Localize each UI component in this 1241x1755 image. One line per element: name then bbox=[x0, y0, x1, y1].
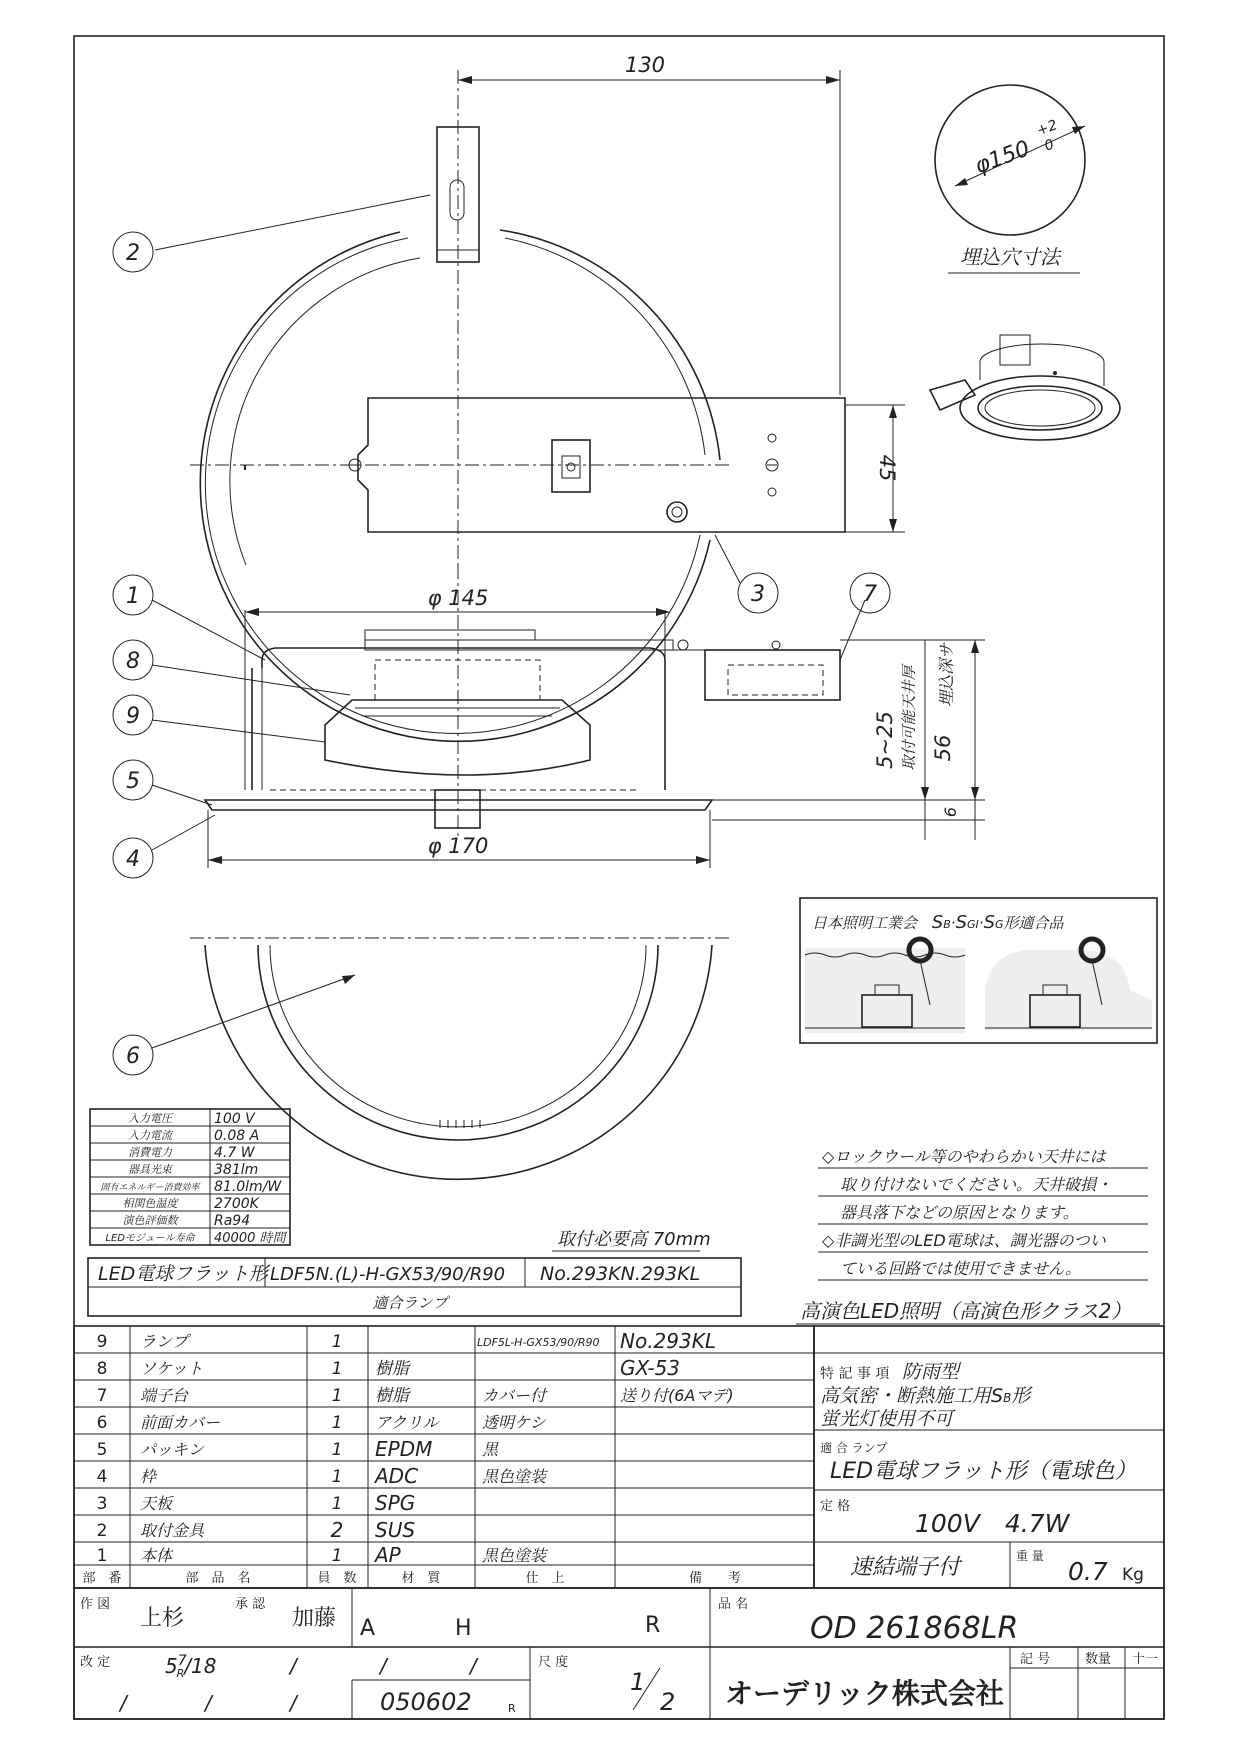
part-name: 本体 bbox=[140, 1546, 173, 1565]
part-qty: 1 bbox=[331, 1467, 343, 1487]
approved-label: 承 認 bbox=[235, 1597, 266, 1612]
part-name: 枠 bbox=[140, 1467, 157, 1486]
cell-h: H bbox=[455, 1616, 472, 1641]
svg-text:特 記 事 項 防雨型 bbox=[820, 1361, 962, 1383]
part-finish: 透明ケシ bbox=[482, 1413, 546, 1432]
cutout-detail bbox=[935, 85, 1085, 273]
cell-a: A bbox=[360, 1616, 376, 1641]
special-line2-sub: B bbox=[1003, 1391, 1012, 1405]
spec-label-2: 入力電流 bbox=[128, 1129, 172, 1142]
part-no: 4 bbox=[96, 1467, 108, 1487]
special-line3: 蛍光灯使用不可 bbox=[820, 1408, 954, 1430]
scale-denominator: 2 bbox=[660, 1688, 676, 1716]
part-material: EPDM bbox=[375, 1437, 433, 1461]
svg-text:57R/18 bbox=[165, 1653, 217, 1680]
callout-8: 8 bbox=[126, 649, 140, 674]
special-value: 防雨型 bbox=[901, 1361, 959, 1383]
revision-slash: / bbox=[120, 1691, 127, 1715]
part-name: 取付金具 bbox=[140, 1521, 205, 1540]
insulation-s2: S bbox=[955, 912, 967, 933]
caution-notes bbox=[796, 1147, 1160, 1324]
lamp-caption: 適合ランプ bbox=[372, 1294, 448, 1312]
insulation-compatibility-box bbox=[800, 898, 1157, 1043]
lamp-table bbox=[88, 1258, 741, 1316]
parts-header-qty: 員 数 bbox=[317, 1571, 357, 1586]
dimension-130 bbox=[458, 53, 840, 395]
note-line-1: ◇ロックウール等のやわらかい天井には bbox=[822, 1147, 1106, 1166]
spec-value-3: 4.7 W bbox=[214, 1145, 255, 1161]
spec-value-5: 81.0lm/W bbox=[214, 1179, 282, 1195]
lamp-value: LED電球フラット形（電球色） bbox=[830, 1459, 1137, 1484]
part-remark: No.293KL bbox=[620, 1329, 716, 1353]
top-view bbox=[190, 70, 845, 741]
part-finish: 黒色塗装 bbox=[482, 1467, 547, 1486]
insulation-s1: S bbox=[931, 912, 944, 933]
parts-header-remark: 備 考 bbox=[688, 1571, 742, 1586]
part-qty: 2 bbox=[330, 1518, 344, 1542]
insulation-s2-sub: GI bbox=[967, 918, 979, 931]
high-cri-label: 高演色LED照明（高演色形クラス2） bbox=[800, 1299, 1132, 1323]
spec-label-5: 固有エネルギー消費効率 bbox=[100, 1183, 200, 1193]
callout-2: 2 bbox=[126, 241, 140, 266]
lamp-model: LDF5N.(L)-H-GX53/90/R90 bbox=[270, 1264, 506, 1285]
right-info-panel bbox=[814, 1326, 1164, 1588]
part-material: アクリル bbox=[375, 1413, 439, 1432]
drawn-label: 作 図 bbox=[80, 1597, 111, 1612]
title-block bbox=[74, 1588, 1164, 1719]
revision-slash: / bbox=[470, 1654, 477, 1678]
part-qty: 1 bbox=[331, 1332, 343, 1352]
part-name: 前面カバー bbox=[140, 1413, 221, 1432]
weight-unit: Kg bbox=[1122, 1565, 1144, 1585]
part-finish: 黒色塗装 bbox=[482, 1546, 547, 1565]
revision-slash: / bbox=[205, 1691, 212, 1715]
dimension-45 bbox=[845, 405, 905, 532]
dim-ceiling-thickness-label: 取付可能天井厚 bbox=[900, 665, 918, 771]
spec-label-4: 器具光束 bbox=[128, 1163, 172, 1176]
spec-value-1: 100 V bbox=[214, 1111, 255, 1127]
dim-top-width: 130 bbox=[624, 53, 666, 77]
special-line2-a: 高気密・断熱施工用S bbox=[820, 1385, 1004, 1407]
spec-label-7: 演色評価数 bbox=[122, 1214, 178, 1227]
weight-value: 0.7 bbox=[1068, 1557, 1108, 1586]
dim-body-diameter: φ 145 bbox=[427, 586, 489, 610]
parts-header-finish: 仕 上 bbox=[525, 1571, 565, 1586]
insulation-dot2: · bbox=[978, 914, 984, 932]
spec-label-1: 入力電圧 bbox=[128, 1112, 172, 1125]
lamp-type: LED電球フラット形 bbox=[98, 1263, 268, 1285]
part-name: ランプ bbox=[140, 1332, 189, 1351]
callouts bbox=[113, 195, 890, 1075]
callout-1: 1 bbox=[126, 584, 140, 609]
cell-r: R bbox=[645, 1613, 661, 1638]
part-no: 3 bbox=[96, 1494, 108, 1514]
part-no: 5 bbox=[96, 1440, 108, 1460]
part-name: 天板 bbox=[140, 1494, 173, 1513]
part-finish: LDF5L-H-GX53/90/R90 bbox=[477, 1336, 600, 1349]
part-name: 端子台 bbox=[140, 1386, 189, 1405]
product-number: OD 261868LR bbox=[810, 1611, 1019, 1646]
revision-date-c: R bbox=[176, 1667, 185, 1680]
callout-6: 6 bbox=[126, 1044, 140, 1069]
dimension-depths bbox=[712, 640, 985, 840]
insulation-suffix: 形適合品 bbox=[1003, 914, 1064, 932]
part-material: ADC bbox=[375, 1464, 419, 1488]
approved-by: 加藤 bbox=[292, 1606, 337, 1631]
parts-table bbox=[74, 1326, 814, 1588]
part-material: 樹脂 bbox=[375, 1386, 409, 1406]
drawn-by: 上杉 bbox=[140, 1606, 185, 1631]
note-line-3: 器具落下などの原因となります。 bbox=[840, 1203, 1079, 1222]
special-line2-b: 形 bbox=[1011, 1385, 1031, 1407]
rating-label: 定 格 bbox=[820, 1499, 851, 1514]
dim-flange-thickness: 6 bbox=[941, 806, 960, 818]
revision-date-d: /18 bbox=[184, 1654, 217, 1678]
note-line-5: ている回路では使用できません。 bbox=[840, 1259, 1081, 1278]
part-qty: 1 bbox=[331, 1413, 343, 1433]
spec-value-2: 0.08 A bbox=[214, 1128, 260, 1144]
dimension-145 bbox=[245, 586, 670, 616]
part-no: 1 bbox=[96, 1546, 108, 1566]
dim-embed-depth-label: 埋込深サ bbox=[937, 642, 956, 708]
connector-label: 速結端子付 bbox=[850, 1555, 961, 1580]
dim-ceiling-thickness: 5~25 bbox=[873, 711, 897, 769]
revision-slash: / bbox=[290, 1654, 297, 1678]
part-material: SUS bbox=[375, 1518, 416, 1542]
product-label: 品 名 bbox=[718, 1597, 749, 1612]
insulation-dot1: · bbox=[950, 914, 956, 932]
dimension-170 bbox=[208, 810, 710, 868]
dim-flange-diameter: φ 170 bbox=[427, 834, 489, 858]
part-name: ソケット bbox=[140, 1359, 204, 1378]
part-no: 8 bbox=[96, 1359, 108, 1379]
insulation-s1-sub: B bbox=[943, 918, 951, 931]
svg-text:日本照明工業会 SB·SGI·SG形適合品 bbox=[812, 912, 1065, 933]
spec-value-7: Ra94 bbox=[214, 1213, 251, 1229]
callout-7: 7 bbox=[863, 582, 877, 607]
note-line-2: 取り付けないでください。天井破損・ bbox=[840, 1175, 1113, 1194]
part-material: 樹脂 bbox=[375, 1359, 409, 1379]
spec-label-8: LEDモジュール寿命 bbox=[105, 1233, 195, 1244]
dim-plate-height: 45 bbox=[875, 454, 899, 482]
lamp-numbers: No.293KN.293KL bbox=[540, 1263, 701, 1285]
part-material: AP bbox=[375, 1543, 401, 1567]
parts-header-name: 部 品 名 bbox=[185, 1571, 251, 1586]
part-material: SPG bbox=[375, 1491, 416, 1515]
insulation-title: 日本照明工業会 bbox=[812, 914, 918, 932]
cutout-tolerance-upper: +2 bbox=[1034, 117, 1060, 140]
symbol-label: 記 号 bbox=[1020, 1652, 1051, 1667]
cutout-label: 埋込穴寸法 bbox=[960, 245, 1060, 269]
part-qty: 1 bbox=[331, 1546, 343, 1566]
dim-embed-depth: 56 bbox=[931, 734, 955, 762]
drawing-suffix: R bbox=[508, 1702, 516, 1715]
spec-label-6: 相関色温度 bbox=[122, 1197, 178, 1210]
lamp-label: 適 合 ランプ bbox=[820, 1441, 888, 1455]
callout-9: 9 bbox=[126, 704, 140, 729]
spec-value-4: 381lm bbox=[214, 1162, 259, 1178]
part-qty: 1 bbox=[331, 1386, 343, 1406]
part-remark: GX-53 bbox=[620, 1356, 681, 1380]
quantity-label: 数量 bbox=[1085, 1652, 1112, 1667]
callout-3: 3 bbox=[751, 582, 765, 607]
spec-value-8: 40000 時間 bbox=[214, 1231, 286, 1246]
callout-4: 4 bbox=[126, 847, 140, 872]
mounting-height: 取付必要高 70mm bbox=[557, 1229, 711, 1250]
part-no: 7 bbox=[96, 1386, 108, 1406]
side-view bbox=[205, 565, 840, 840]
product-isometric-icon bbox=[930, 335, 1120, 440]
revision-date-b: 7 bbox=[177, 1653, 187, 1669]
revision-slash: / bbox=[380, 1654, 387, 1678]
part-no: 6 bbox=[96, 1413, 108, 1433]
extra-label: 十一 bbox=[1132, 1652, 1159, 1667]
part-qty: 1 bbox=[331, 1359, 343, 1379]
cutout-tolerance-lower: 0 bbox=[1042, 136, 1057, 155]
revision-date-a: 5 bbox=[165, 1654, 178, 1678]
part-finish: 黒 bbox=[482, 1440, 499, 1459]
note-line-4: ◇非調光型のLED電球は、調光器のつい bbox=[822, 1231, 1106, 1250]
rating-value: 100V 4.7W bbox=[915, 1509, 1070, 1538]
revision-label: 改 定 bbox=[80, 1655, 111, 1670]
spec-label-3: 消費電力 bbox=[128, 1146, 172, 1159]
cutout-diameter: φ150 bbox=[971, 136, 1034, 180]
part-no: 9 bbox=[96, 1332, 108, 1352]
part-no: 2 bbox=[96, 1521, 108, 1541]
spec-value-6: 2700K bbox=[214, 1196, 259, 1212]
svg-text:高気密・断熱施工用SB形 bbox=[820, 1385, 1033, 1407]
spec-table bbox=[90, 1109, 290, 1246]
callout-5: 5 bbox=[126, 769, 140, 794]
part-name: パッキン bbox=[140, 1440, 204, 1459]
company-name: オーデリック株式会社 bbox=[725, 1677, 1004, 1710]
scale-numerator: 1 bbox=[630, 1668, 646, 1696]
part-finish: カバー付 bbox=[482, 1386, 547, 1405]
parts-header-material: 材 質 bbox=[401, 1571, 441, 1586]
scale-label: 尺 度 bbox=[538, 1655, 569, 1670]
revision-slash: / bbox=[290, 1691, 297, 1715]
insulation-s3: S bbox=[983, 912, 995, 933]
parts-header-no: 部 番 bbox=[82, 1571, 122, 1586]
part-remark: 送り付(6Aマデ) bbox=[620, 1386, 734, 1405]
weight-label: 重 量 bbox=[1016, 1549, 1044, 1563]
special-label: 特 記 事 項 bbox=[820, 1366, 890, 1382]
part-qty: 1 bbox=[331, 1440, 343, 1460]
part-qty: 1 bbox=[331, 1494, 343, 1514]
drawing-number: 050602 bbox=[380, 1688, 472, 1716]
insulation-s3-sub: G bbox=[995, 918, 1004, 931]
